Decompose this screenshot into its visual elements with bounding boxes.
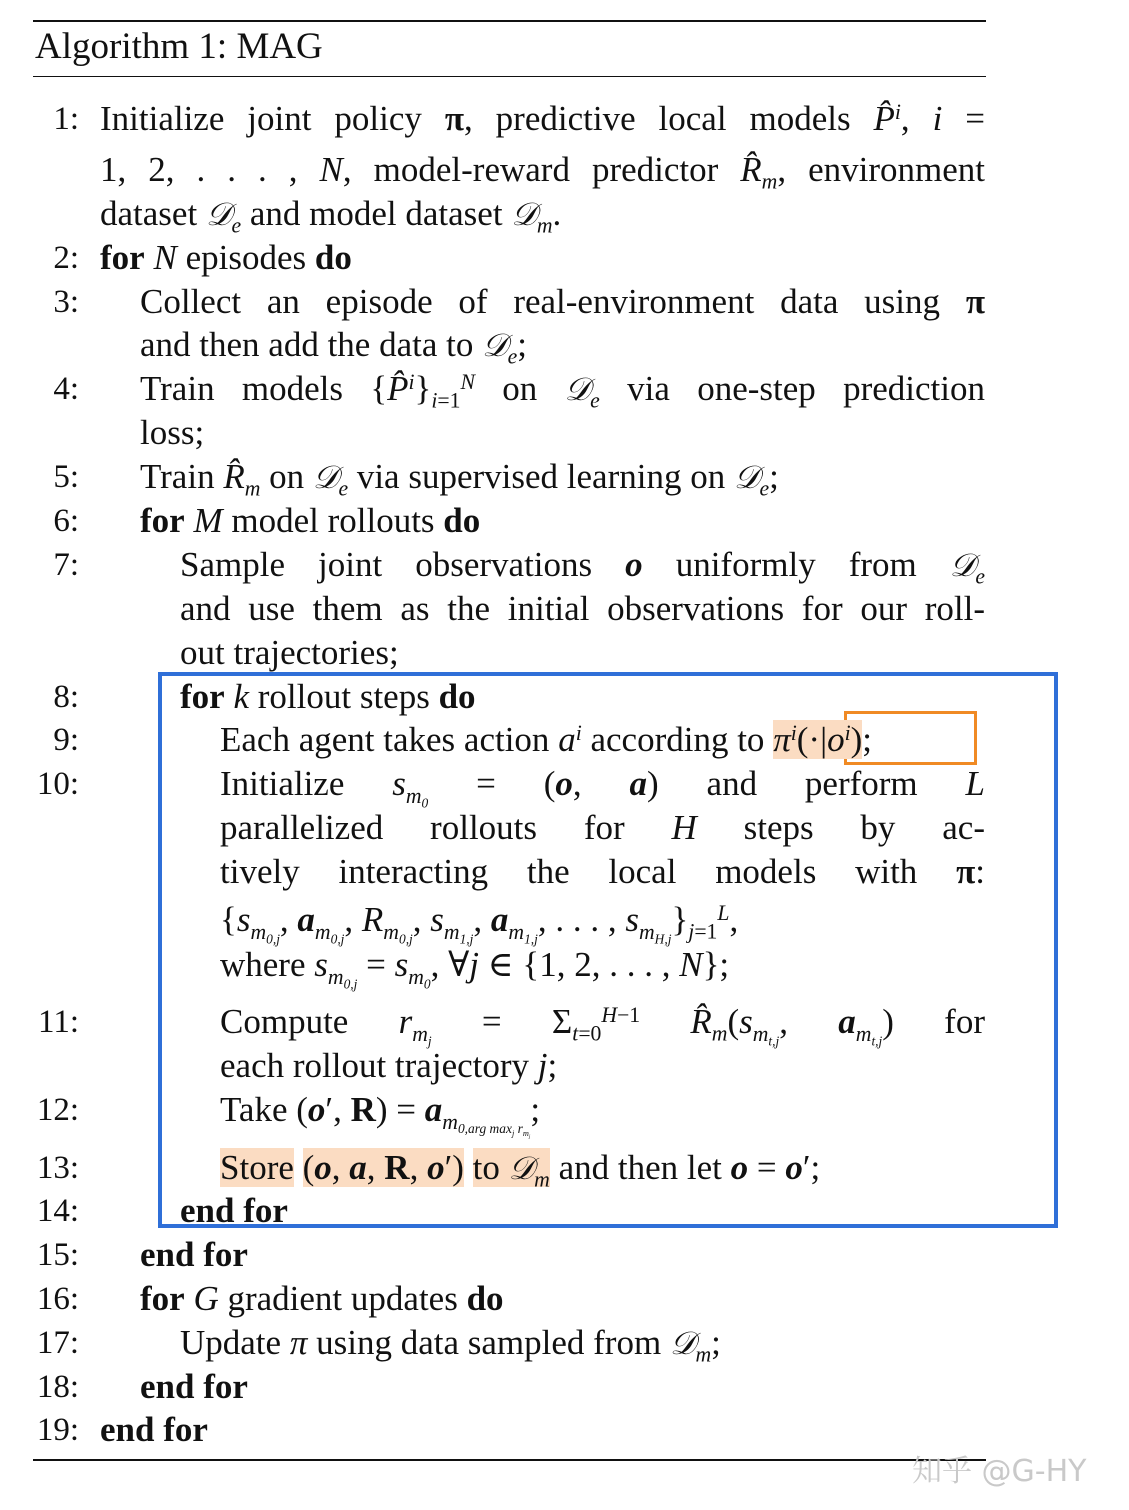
header-rule xyxy=(33,76,986,77)
step-number: 17: xyxy=(36,1325,79,1361)
step-number: 1: xyxy=(53,101,79,137)
step-10-line-2: parallelized rollouts for H steps by ac- xyxy=(220,808,985,847)
step-number: 9: xyxy=(53,722,79,758)
step-10-line-4: {$s_{m_{0,j}}$, $a_{m_{0,j}}$, $R_{m_{0,j}}$, $s_{m_{1,j}}$, $a_{m_{1,j}}$, . . . , $s_{m_{H,j}}\}_{j=1}^L$, xyxy=(220,900,739,947)
step-number: 10: xyxy=(36,766,79,802)
step-17 xyxy=(0,1321,1129,1365)
step-3-line-2: and then add the data to 𝒟$_e$; xyxy=(140,325,528,369)
step-8 xyxy=(0,675,1129,719)
step-17-text: Update π using data sampled from 𝒟$_m$; xyxy=(180,1323,721,1367)
step-10-cont xyxy=(0,943,1129,992)
step-number: 3: xyxy=(53,284,79,320)
step-16 xyxy=(0,1277,1129,1321)
step-10-cont xyxy=(0,898,1129,947)
bottom-rule xyxy=(33,1459,986,1461)
step-18 xyxy=(0,1365,1129,1409)
step-7-line-1: Sample joint observations o uniformly from 𝒟$_e$ xyxy=(180,545,985,589)
step-10-cont xyxy=(0,806,1129,850)
step-number: 19: xyxy=(36,1412,79,1448)
step-1-line-2: 1, 2, . . . , N, model-reward predictor $R̂_m$, environment xyxy=(100,150,985,194)
step-2-text: for N episodes do xyxy=(100,238,352,277)
step-14 xyxy=(0,1189,1129,1233)
step-number: 12: xyxy=(36,1092,79,1128)
step-1-line-1: Initialize joint policy π, predictive local models P̂$^i$, i = xyxy=(100,99,985,138)
step-number: 13: xyxy=(36,1150,79,1186)
step-11-line-1: Compute $r_{m_j} = \Sigma_{t=0}^{H-1}$ $R̂_m(s_{m_{t,j}}$, $a_{m_{t,j}}$) for xyxy=(220,1002,985,1049)
step-18-text: end for xyxy=(140,1367,248,1406)
step-8-text: for k rollout steps do xyxy=(180,677,476,716)
step-5 xyxy=(0,455,1129,499)
watermark: 知乎 @G-HY xyxy=(912,1454,1087,1489)
step-1 xyxy=(0,97,1129,141)
step-6-text: for M model rollouts do xyxy=(140,501,481,540)
step-7-cont xyxy=(0,631,1129,675)
step-13-text: Store (o, a, R, o′) to 𝒟$_m$ and then let o = o′; xyxy=(220,1148,821,1192)
step-11-line-2: each rollout trajectory j; xyxy=(220,1046,558,1085)
step-19-text: end for xyxy=(100,1410,208,1449)
step-7-line-2: and use them as the initial observations for our roll- xyxy=(180,589,985,628)
step-15 xyxy=(0,1233,1129,1277)
step-9-text: Each agent takes action $a^i$ according to $\pi^i(\cdot|o^i)$; xyxy=(220,720,873,759)
step-6 xyxy=(0,499,1129,543)
step-10-line-1: Initialize $s_{m_0} = (o$, a) and perform L xyxy=(220,764,985,811)
step-number: 4: xyxy=(53,371,79,407)
step-12-text: Take (o′, $R) = a_{m_{0,arg max_j r_{m_j}}}$; xyxy=(220,1090,541,1140)
step-number: 14: xyxy=(36,1193,79,1229)
step-10-line-3: tively interacting the local models with π: xyxy=(220,852,985,891)
step-7-cont xyxy=(0,587,1129,631)
step-11 xyxy=(0,1000,1129,1049)
step-number: 2: xyxy=(53,240,79,276)
step-number: 8: xyxy=(53,679,79,715)
step-4-cont xyxy=(0,411,1129,455)
step-14-text: end for xyxy=(180,1191,288,1230)
step-9 xyxy=(0,718,1129,762)
step-1-cont xyxy=(0,192,1129,236)
step-number: 5: xyxy=(53,459,79,495)
step-number: 18: xyxy=(36,1369,79,1405)
step-7 xyxy=(0,543,1129,587)
step-13 xyxy=(0,1146,1129,1190)
algorithm-title: Algorithm 1: MAG xyxy=(35,26,323,67)
step-5-text: Train $R̂_m$ on 𝒟$_e$ via supervised learning on 𝒟$_e$; xyxy=(140,457,779,501)
step-number: 6: xyxy=(53,503,79,539)
step-number: 7: xyxy=(53,547,79,583)
step-11-cont xyxy=(0,1044,1129,1088)
step-number: 16: xyxy=(36,1281,79,1317)
step-3-line-1: Collect an episode of real-environment data using π xyxy=(140,282,985,321)
step-16-text: for G gradient updates do xyxy=(140,1279,504,1318)
step-15-text: end for xyxy=(140,1235,248,1274)
step-3-cont xyxy=(0,323,1129,367)
step-1-cont xyxy=(0,148,1129,192)
step-10-line-5: where $s_{m_{0,j}} = s_{m_0}$, ∀j ∈ {1, 2, . . . , N}; xyxy=(220,945,730,992)
step-10-cont xyxy=(0,850,1129,894)
step-4-line-2: loss; xyxy=(140,413,205,452)
step-7-line-3: out trajectories; xyxy=(180,633,399,672)
step-3 xyxy=(0,280,1129,324)
step-number: 11: xyxy=(38,1004,79,1040)
step-number: 15: xyxy=(36,1237,79,1273)
step-2 xyxy=(0,236,1129,280)
step-4-line-1: Train models $\{P̂^i\}_{i=1}^N$ on 𝒟$_e$ via one-step prediction xyxy=(140,369,985,413)
step-10 xyxy=(0,762,1129,811)
step-4 xyxy=(0,367,1129,411)
step-1-line-3: dataset 𝒟$_e$ and model dataset 𝒟$_m$. xyxy=(100,194,562,238)
step-12 xyxy=(0,1088,1129,1140)
